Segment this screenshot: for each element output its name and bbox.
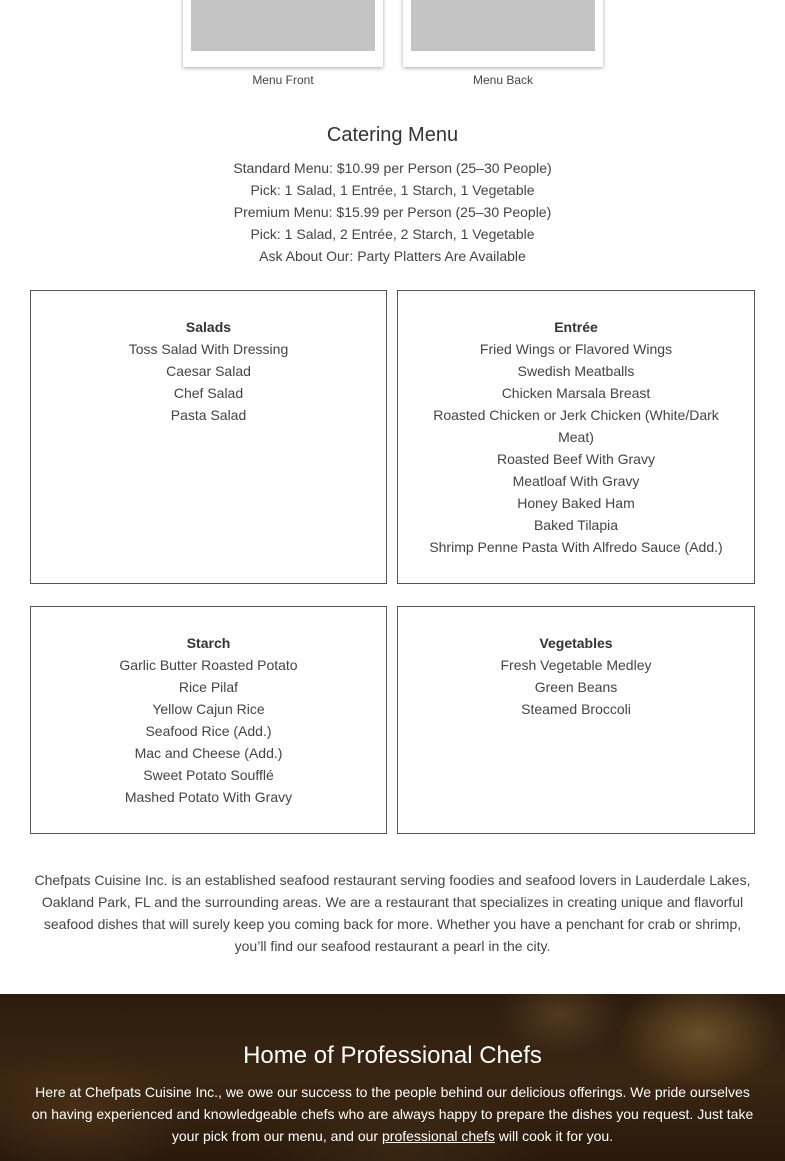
list-item: Roasted Chicken or Jerk Chicken (White/Dark Meat) [433,407,719,445]
list-item: Chicken Marsala Breast [501,385,651,401]
menu-back-image[interactable] [411,0,595,51]
premium-menu-pick: Pick: 1 Salad, 2 Entrée, 2 Starch, 1 Vegetable [250,226,535,242]
list-item: Mac and Cheese (Add.) [134,745,283,761]
list-item: Green Beans [534,679,618,695]
paragraph-text-start: Here at Chefpats Cuisine Inc., we owe our success to the people behind our delicious offerings. We pride ourselves on having experienced and knowledgeable chefs who are always happy to prepare the dishes you request. Just take your pick from our menu, and our [31,1084,754,1144]
party-platters-note: Ask About Our: Party Platters Are Available [259,248,526,264]
list-item: Shrimp Penne Pasta With Alfredo Sauce (Add.) [429,539,723,555]
list-item: Seafood Rice (Add.) [145,723,272,739]
catering-pricing [0,157,785,267]
list-item: Rice Pilaf [178,679,239,695]
salads-title: Salads [185,319,232,335]
standard-menu-price: Standard Menu: $10.99 per Person (25–30 People) [233,160,552,176]
menu-back-caption: Menu Back [472,73,534,87]
list-item: Honey Baked Ham [517,495,635,511]
list-item: Pasta Salad [170,407,247,423]
catering-menu-title: Catering Menu [326,124,459,146]
list-item: Caesar Salad [166,363,251,379]
entree-box [397,290,755,584]
paragraph-text-end: will cook it for you. [494,1128,614,1144]
menu-front-image[interactable] [191,0,375,51]
list-item: Baked Tilapia [533,517,619,533]
vegetables-box [397,606,755,834]
starch-box [30,606,387,834]
menu-thumbnails [0,0,785,100]
list-item: Steamed Broccoli [521,701,631,717]
list-item: Fresh Vegetable Medley [500,657,652,673]
menu-front-caption: Menu Front [252,73,314,87]
menu-back-thumbnail[interactable] [403,0,603,67]
entree-title: Entrée [554,319,598,335]
list-item: Chef Salad [173,385,244,401]
list-item: Garlic Butter Roasted Potato [119,657,298,673]
list-item: Toss Salad With Dressing [128,341,289,357]
list-item: Swedish Meatballs [517,363,635,379]
section-paragraph [30,1081,755,1147]
list-item: Fried Wings or Flavored Wings [479,341,673,357]
section-title: Home of Professional Chefs [243,1042,542,1069]
list-item: Yellow Cajun Rice [152,701,265,717]
list-item: Roasted Beef With Gravy [497,451,655,467]
professional-chefs-link[interactable]: professional chefs [382,1128,495,1144]
menu-front-thumbnail[interactable] [183,0,383,67]
standard-menu-pick: Pick: 1 Salad, 1 Entrée, 1 Starch, 1 Vegetable [250,182,535,198]
premium-menu-price: Premium Menu: $15.99 per Person (25–30 People) [233,204,552,220]
list-item: Mashed Potato With Gravy [124,789,293,805]
list-item: Meatloaf With Gravy [512,473,640,489]
salads-box [30,290,387,584]
professional-chefs-section [0,994,785,1161]
vegetables-title: Vegetables [539,635,613,651]
list-item: Sweet Potato Soufflé [143,767,274,783]
about-paragraph: Chefpats Cuisine Inc. is an established seafood restaurant serving foodies and seafood lovers in Lauderdale Lakes, Oakland Park, FL and the surrounding areas. We are a restaurant that specializes in creating unique and flavorful seafood dishes that will surely keep you coming back for more. Whether you have a penchant for crab or shrimp, you’ll find our seafood restaurant a pearl in the city. [34,872,751,954]
starch-title: Starch [186,635,231,651]
